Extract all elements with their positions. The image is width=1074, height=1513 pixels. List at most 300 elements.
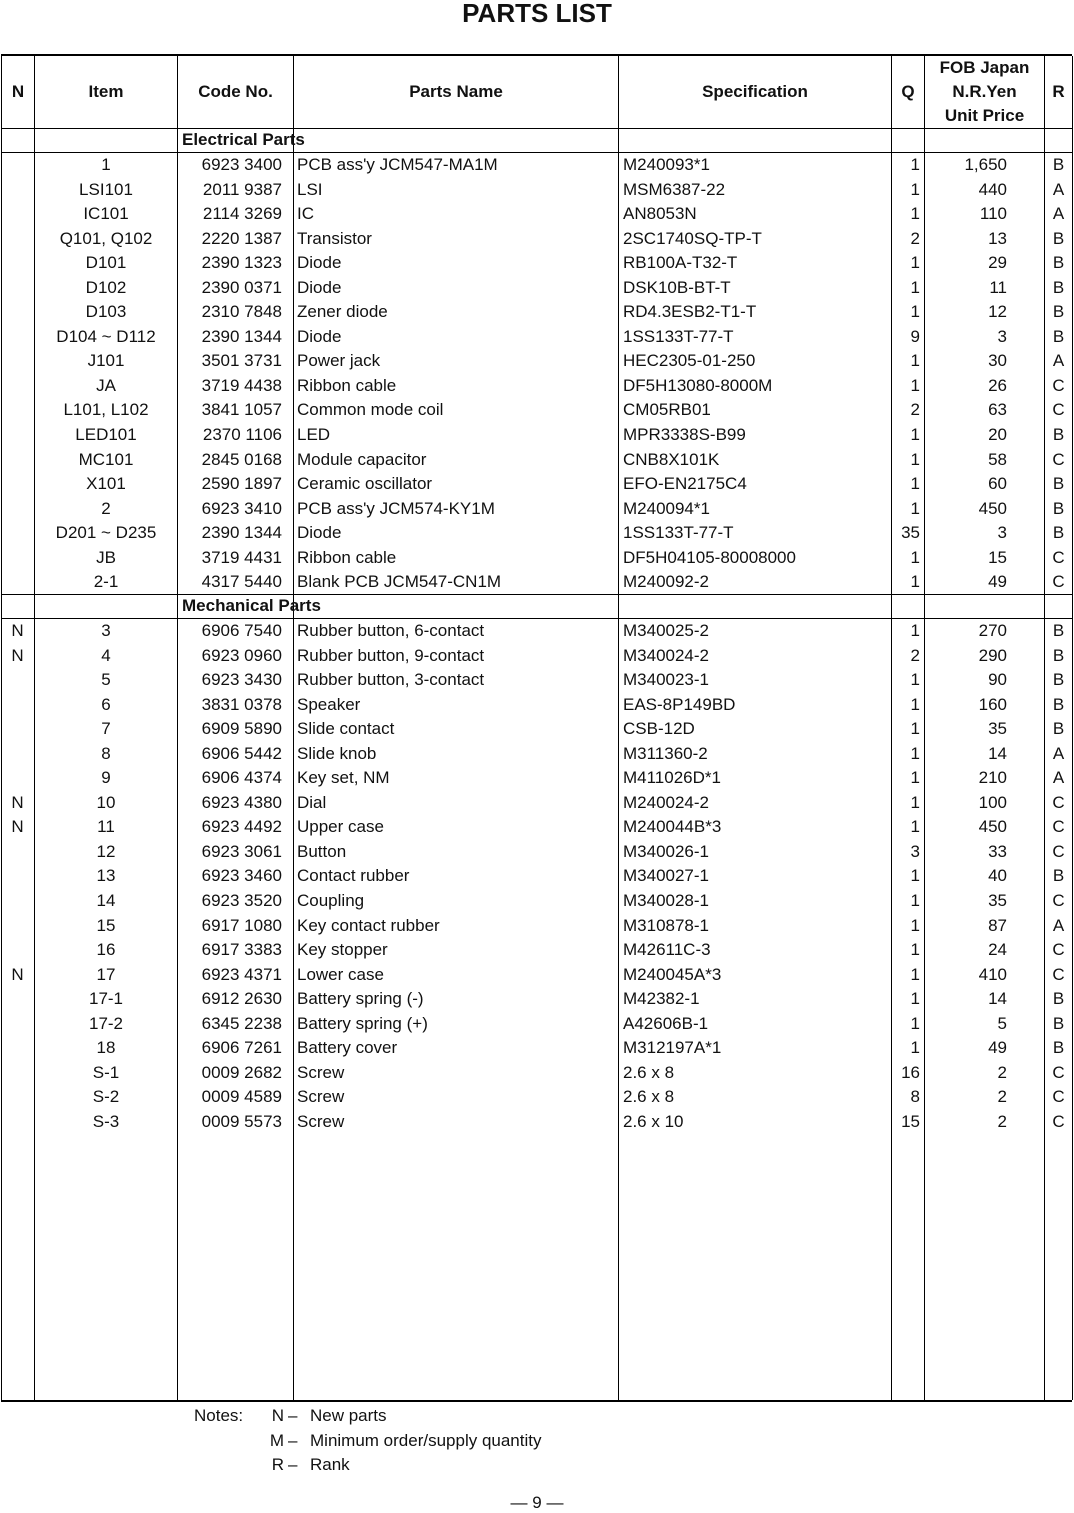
section-electrical: Electrical Parts	[182, 130, 305, 149]
cell-parts-name: Rubber button, 9-contact	[297, 645, 485, 665]
cell-parts-name: Contact rubber	[297, 866, 410, 886]
cell-specification: M340023-1	[623, 670, 710, 690]
table-row	[0, 497, 1074, 522]
cell-rank: B	[1052, 253, 1065, 273]
cell-unit-price: 87	[988, 915, 1007, 935]
cell-rank: C	[1052, 792, 1065, 812]
page-number: — 9 —	[510, 1493, 564, 1512]
cell-item: JA	[96, 375, 116, 395]
cell-code-no: 6923 3430	[201, 670, 282, 690]
table-row	[0, 374, 1074, 399]
cell-parts-name: Key stopper	[297, 940, 388, 960]
cell-quantity: 1	[910, 179, 920, 199]
table-row	[0, 815, 1074, 840]
cell-item: MC101	[78, 449, 134, 469]
cell-rank: A	[1052, 768, 1065, 788]
cell-item: 4	[101, 645, 111, 665]
cell-rank: C	[1052, 449, 1065, 469]
note-dash: –	[288, 1455, 298, 1474]
header-price	[925, 56, 1044, 128]
header-item: Item	[88, 82, 124, 101]
cell-quantity: 1	[910, 449, 920, 469]
table-row	[0, 325, 1074, 350]
cell-unit-price: 450	[978, 498, 1007, 518]
table-row	[0, 668, 1074, 693]
header-r: R	[1052, 82, 1065, 101]
cell-unit-price: 63	[988, 400, 1007, 420]
table-row	[0, 864, 1074, 889]
page-title: PARTS LIST	[462, 0, 612, 28]
table-row	[0, 1085, 1074, 1110]
cell-item: LED101	[75, 425, 137, 445]
cell-rank: B	[1052, 155, 1065, 174]
cell-parts-name: Zener diode	[297, 302, 388, 322]
cell-code-no: 6906 7540	[201, 621, 282, 640]
cell-parts-name: Diode	[297, 523, 342, 543]
cell-quantity: 1	[910, 204, 920, 224]
cell-code-no: 6345 2238	[201, 1013, 282, 1033]
cell-code-no: 2845 0168	[201, 449, 282, 469]
cell-specification: M340024-2	[623, 645, 710, 665]
cell-unit-price: 33	[988, 841, 1007, 861]
cell-rank: B	[1052, 694, 1065, 714]
cell-code-no: 6923 3400	[201, 155, 282, 174]
cell-specification: HEC2305-01-250	[623, 351, 756, 371]
cell-unit-price: 210	[978, 768, 1007, 788]
cell-unit-price: 49	[988, 572, 1007, 592]
cell-rank: B	[1052, 474, 1065, 494]
cell-rank: B	[1052, 645, 1065, 665]
cell-rank: B	[1052, 621, 1065, 640]
cell-parts-name: IC	[297, 204, 314, 224]
cell-code-no: 6923 3460	[201, 866, 282, 886]
cell-quantity: 1	[910, 621, 920, 640]
cell-specification: M240044B*3	[623, 817, 722, 837]
cell-rank: C	[1052, 375, 1065, 395]
cell-unit-price: 2	[997, 1062, 1007, 1082]
table-row	[0, 227, 1074, 252]
cell-code-no: 0009 4589	[201, 1087, 282, 1107]
cell-unit-price: 15	[988, 547, 1007, 567]
cell-parts-name: Battery spring (-)	[297, 989, 424, 1009]
cell-quantity: 15	[901, 1111, 920, 1131]
cell-parts-name: Speaker	[297, 694, 361, 714]
table-row	[0, 398, 1074, 423]
cell-parts-name: Button	[297, 841, 347, 861]
table-row	[0, 889, 1074, 914]
cell-rank: B	[1052, 719, 1065, 739]
cell-rank: B	[1052, 498, 1065, 518]
cell-quantity: 9	[910, 326, 920, 346]
cell-parts-name: Coupling	[297, 891, 365, 911]
table-row	[0, 766, 1074, 791]
cell-item: S-2	[92, 1087, 120, 1107]
cell-code-no: 3841 1057	[201, 400, 282, 420]
cell-specification: M340025-2	[623, 621, 710, 640]
cell-unit-price: 440	[978, 179, 1007, 199]
cell-parts-name: Power jack	[297, 351, 381, 371]
cell-item: 2-1	[93, 572, 119, 592]
cell-specification: M240093*1	[623, 155, 710, 174]
cell-parts-name: Blank PCB JCM547-CN1M	[297, 572, 502, 592]
cell-code-no: 0009 5573	[201, 1111, 282, 1131]
cell-code-no: 6923 3520	[201, 891, 282, 911]
cell-n: N	[11, 621, 24, 640]
cell-code-no: 2590 1897	[201, 474, 282, 494]
cell-item: 8	[101, 743, 111, 763]
cell-specification: DSK10B-BT-T	[623, 277, 731, 297]
cell-unit-price: 14	[988, 743, 1007, 763]
cell-parts-name: Screw	[297, 1111, 345, 1131]
cell-parts-name: Slide contact	[297, 719, 395, 739]
cell-specification: MSM6387-22	[623, 179, 726, 199]
cell-code-no: 4317 5440	[201, 572, 282, 592]
cell-quantity: 1	[910, 768, 920, 788]
cell-quantity: 1	[910, 891, 920, 911]
cell-rank: B	[1052, 989, 1065, 1009]
cell-rank: C	[1052, 817, 1065, 837]
cell-rank: A	[1052, 179, 1065, 199]
cell-quantity: 2	[910, 645, 920, 665]
cell-unit-price: 40	[988, 866, 1007, 886]
cell-parts-name: Module capacitor	[297, 449, 427, 469]
cell-unit-price: 1,650	[964, 155, 1007, 174]
table-row	[0, 938, 1074, 963]
cell-specification: DF5H04105-80008000	[623, 547, 796, 567]
cell-quantity: 1	[910, 253, 920, 273]
cell-quantity: 3	[910, 841, 920, 861]
cell-rank: B	[1052, 326, 1065, 346]
table-row	[0, 963, 1074, 988]
cell-code-no: 2390 1323	[201, 253, 282, 273]
table-row	[0, 742, 1074, 767]
cell-specification: 2.6 x 10	[623, 1111, 684, 1131]
cell-quantity: 1	[910, 351, 920, 371]
table-row	[0, 570, 1074, 595]
cell-specification: CM05RB01	[623, 400, 711, 420]
cell-quantity: 1	[910, 1013, 920, 1033]
header-specification: Specification	[702, 82, 808, 101]
cell-parts-name: Rubber button, 3-contact	[297, 670, 485, 690]
cell-specification: M42382-1	[623, 989, 700, 1009]
note-key: R	[271, 1455, 284, 1474]
cell-rank: C	[1052, 572, 1065, 592]
cell-n: N	[11, 645, 24, 665]
cell-specification: 2.6 x 8	[623, 1087, 675, 1107]
table-row	[0, 914, 1074, 939]
cell-specification: M240092-2	[623, 572, 710, 592]
cell-specification: M240094*1	[623, 498, 710, 518]
cell-code-no: 2390 1344	[201, 523, 282, 543]
cell-parts-name: PCB ass'y JCM574-KY1M	[297, 498, 495, 518]
cell-n: N	[11, 817, 24, 837]
cell-code-no: 6906 5442	[201, 743, 282, 763]
cell-item: 13	[96, 866, 116, 886]
cell-code-no: 6923 3410	[201, 498, 282, 518]
cell-specification: 2SC1740SQ-TP-T	[623, 228, 762, 248]
header-price-line3: Unit Price	[944, 106, 1025, 125]
table-row	[0, 1061, 1074, 1086]
cell-specification: M340028-1	[623, 891, 710, 911]
table-row	[0, 1012, 1074, 1037]
cell-specification: M340026-1	[623, 841, 710, 861]
cell-item: JB	[96, 547, 116, 567]
table-row	[0, 987, 1074, 1012]
cell-quantity: 1	[910, 155, 920, 174]
table-row	[0, 423, 1074, 448]
cell-rank: A	[1052, 204, 1065, 224]
cell-unit-price: 30	[988, 351, 1007, 371]
table-row	[0, 448, 1074, 473]
cell-code-no: 6917 1080	[201, 915, 282, 935]
cell-parts-name: Battery spring (+)	[297, 1013, 428, 1033]
cell-specification: CSB-12D	[623, 719, 695, 739]
cell-specification: A42606B-1	[623, 1013, 709, 1033]
cell-code-no: 0009 2682	[201, 1062, 282, 1082]
cell-code-no: 6917 3383	[201, 940, 282, 960]
note-text: Rank	[310, 1455, 350, 1474]
cell-specification: CNB8X101K	[623, 449, 720, 469]
cell-quantity: 1	[910, 940, 920, 960]
cell-rank: A	[1052, 351, 1065, 371]
cell-item: 7	[101, 719, 111, 739]
cell-parts-name: Diode	[297, 326, 342, 346]
cell-item: D101	[85, 253, 127, 273]
cell-specification: MPR3338S-B99	[623, 425, 746, 445]
cell-quantity: 35	[901, 523, 920, 543]
table-row	[0, 644, 1074, 669]
cell-item: D104 ~ D112	[56, 326, 156, 346]
table-row	[0, 521, 1074, 546]
cell-specification: M340027-1	[623, 866, 710, 886]
cell-code-no: 2310 7848	[201, 302, 282, 322]
cell-rank: A	[1052, 915, 1065, 935]
cell-unit-price: 2	[997, 1111, 1007, 1131]
mechanical-parts-list	[0, 619, 1074, 1134]
cell-parts-name: Diode	[297, 277, 342, 297]
cell-code-no: 6923 3061	[201, 841, 282, 861]
cell-item: D201 ~ D235	[55, 523, 157, 543]
cell-specification: RD4.3ESB2-T1-T	[623, 302, 757, 322]
cell-unit-price: 3	[997, 523, 1007, 543]
cell-item: L101, L102	[63, 400, 149, 420]
cell-parts-name: Slide knob	[297, 743, 377, 763]
cell-quantity: 1	[910, 743, 920, 763]
cell-unit-price: 290	[978, 645, 1007, 665]
cell-code-no: 6923 4380	[201, 792, 282, 812]
cell-code-no: 6912 2630	[201, 989, 282, 1009]
cell-item: J101	[87, 351, 125, 371]
cell-parts-name: Screw	[297, 1062, 345, 1082]
note-text: Minimum order/supply quantity	[310, 1430, 542, 1450]
cell-item: 17	[96, 964, 116, 984]
note-dash: –	[288, 1406, 298, 1425]
cell-quantity: 1	[910, 694, 920, 714]
cell-unit-price: 29	[988, 253, 1007, 273]
cell-parts-name: Key set, NM	[297, 768, 390, 788]
cell-unit-price: 5	[997, 1013, 1007, 1033]
cell-specification: M240024-2	[623, 792, 710, 812]
cell-parts-name: Key contact rubber	[297, 915, 440, 935]
cell-rank: C	[1052, 547, 1065, 567]
cell-code-no: 2011 9387	[202, 179, 282, 199]
cell-code-no: 2370 1106	[202, 425, 282, 445]
cell-rank: C	[1052, 841, 1065, 861]
cell-quantity: 1	[910, 572, 920, 592]
cell-specification: EAS-8P149BD	[623, 694, 736, 714]
table-row	[0, 251, 1074, 276]
cell-rank: C	[1052, 400, 1065, 420]
note-text: New parts	[310, 1406, 387, 1425]
cell-parts-name: Transistor	[297, 228, 372, 248]
cell-parts-name: LSI	[297, 179, 323, 199]
cell-specification: 2.6 x 8	[623, 1062, 675, 1082]
cell-rank: B	[1052, 228, 1065, 248]
header-price-line2: N.R.Yen	[952, 82, 1017, 101]
cell-code-no: 6909 5890	[201, 719, 282, 739]
cell-quantity: 2	[910, 400, 920, 420]
cell-unit-price: 100	[978, 792, 1007, 812]
cell-item: 9	[101, 768, 111, 788]
cell-parts-name: Rubber button, 6-contact	[297, 621, 485, 640]
table-row	[0, 693, 1074, 718]
cell-item: 14	[96, 891, 116, 911]
cell-quantity: 2	[910, 228, 920, 248]
cell-unit-price: 90	[988, 670, 1007, 690]
cell-rank: C	[1052, 1087, 1065, 1107]
table-row	[0, 349, 1074, 374]
cell-code-no: 2390 1344	[201, 326, 282, 346]
cell-specification: EFO-EN2175C4	[623, 474, 747, 494]
cell-code-no: 6906 4374	[201, 768, 282, 788]
cell-quantity: 1	[910, 498, 920, 518]
cell-unit-price: 110	[979, 204, 1007, 224]
section-mechanical: Mechanical Parts	[182, 596, 321, 615]
cell-item: 11	[97, 817, 115, 837]
header-rule	[1, 128, 1072, 129]
cell-item: 10	[96, 792, 116, 812]
cell-rank: B	[1052, 523, 1065, 543]
cell-rank: B	[1052, 277, 1065, 297]
cell-item: 3	[101, 621, 111, 640]
cell-item: X101	[86, 474, 126, 494]
cell-quantity: 1	[910, 547, 920, 567]
cell-item: D103	[85, 302, 127, 322]
cell-specification: M42611C-3	[623, 940, 711, 960]
cell-item: LSI101	[79, 179, 133, 199]
cell-item: 2	[101, 498, 111, 518]
cell-quantity: 1	[910, 1038, 920, 1058]
cell-parts-name: Common mode coil	[297, 400, 444, 420]
cell-rank: A	[1052, 743, 1065, 763]
cell-specification: 1SS133T-77-T	[623, 326, 734, 346]
table-row	[0, 472, 1074, 497]
table-row	[0, 717, 1074, 742]
cell-code-no: 3719 4438	[201, 375, 282, 395]
table-row	[0, 1036, 1074, 1061]
cell-item: 1	[101, 155, 111, 174]
cell-quantity: 1	[910, 375, 920, 395]
header-price-line1: FOB Japan	[939, 58, 1030, 77]
cell-specification: 1SS133T-77-T	[623, 523, 734, 543]
cell-specification: RB100A-T32-T	[623, 253, 738, 273]
cell-rank: B	[1052, 866, 1065, 886]
cell-quantity: 1	[910, 792, 920, 812]
table-row	[0, 791, 1074, 816]
cell-item: 15	[96, 915, 116, 935]
cell-unit-price: 450	[978, 817, 1007, 837]
note-dash: –	[288, 1430, 298, 1450]
cell-quantity: 1	[910, 719, 920, 739]
cell-parts-name: Ribbon cable	[297, 375, 397, 395]
cell-quantity: 1	[910, 964, 920, 984]
table-row	[0, 300, 1074, 325]
cell-parts-name: LED	[297, 425, 331, 445]
cell-parts-name: Lower case	[297, 964, 384, 984]
header-code: Code No.	[198, 82, 273, 101]
table-row	[0, 840, 1074, 865]
cell-item: 17-1	[88, 989, 124, 1009]
cell-parts-name: Screw	[297, 1087, 345, 1107]
table-row	[0, 178, 1074, 203]
cell-item: 6	[101, 694, 111, 714]
cell-unit-price: 160	[978, 694, 1007, 714]
cell-rank: B	[1052, 1013, 1065, 1033]
cell-unit-price: 49	[988, 1038, 1007, 1058]
cell-unit-price: 3	[997, 326, 1007, 346]
cell-code-no: 2390 0371	[201, 277, 282, 297]
cell-item: 12	[96, 841, 116, 861]
cell-parts-name: Dial	[297, 792, 327, 812]
cell-rank: C	[1052, 940, 1065, 960]
cell-specification: M311360-2	[623, 743, 708, 763]
cell-specification: M411026D*1	[623, 768, 721, 788]
cell-quantity: 8	[910, 1087, 920, 1107]
cell-quantity: 1	[910, 302, 920, 322]
header-n: N	[11, 82, 25, 101]
cell-rank: C	[1052, 964, 1065, 984]
cell-parts-name: PCB ass'y JCM547-MA1M	[297, 155, 498, 174]
table-row	[0, 276, 1074, 301]
cell-rank: B	[1052, 670, 1065, 690]
cell-unit-price: 410	[978, 964, 1007, 984]
cell-unit-price: 26	[988, 375, 1007, 395]
cell-unit-price: 14	[988, 989, 1007, 1009]
cell-parts-name: Upper case	[297, 817, 384, 837]
table-row	[0, 1110, 1074, 1135]
cell-unit-price: 270	[978, 621, 1007, 640]
header-q: Q	[901, 82, 915, 101]
cell-item: 18	[96, 1038, 116, 1058]
cell-item: S-1	[92, 1062, 120, 1082]
cell-item: 5	[101, 670, 111, 690]
cell-quantity: 1	[910, 670, 920, 690]
cell-unit-price: 11	[989, 277, 1007, 297]
cell-quantity: 16	[901, 1062, 920, 1082]
table-row	[0, 619, 1074, 644]
section-rule	[1, 594, 1072, 595]
cell-code-no: 6906 7261	[201, 1038, 282, 1058]
notes-label: Notes:	[194, 1406, 244, 1425]
cell-code-no: 3501 3731	[201, 351, 282, 371]
cell-code-no: 2220 1387	[201, 228, 282, 248]
cell-unit-price: 24	[988, 940, 1007, 960]
cell-unit-price: 13	[988, 228, 1007, 248]
cell-code-no: 3719 4431	[201, 547, 282, 567]
cell-n: N	[11, 964, 24, 984]
cell-item: IC101	[83, 204, 129, 224]
cell-unit-price: 2	[997, 1087, 1007, 1107]
